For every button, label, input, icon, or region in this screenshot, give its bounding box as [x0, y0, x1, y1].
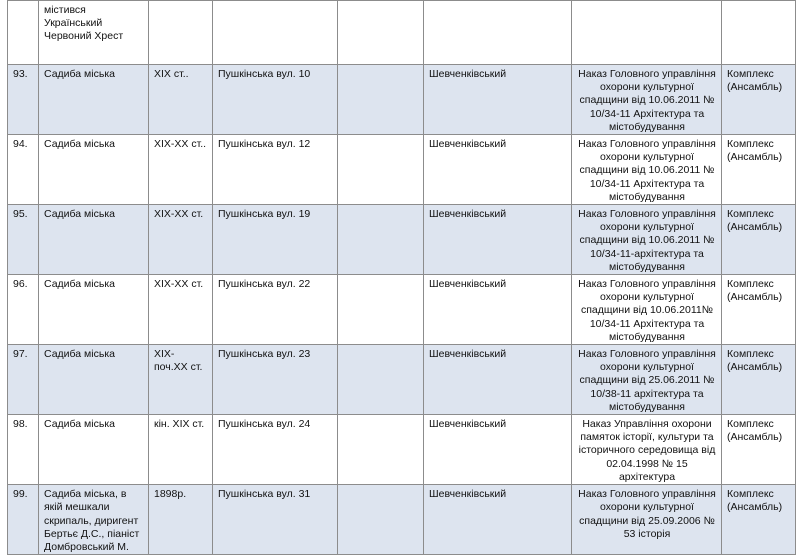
table-row [8, 65, 796, 135]
cell-number: 93. [8, 65, 39, 135]
table-row [8, 275, 796, 345]
cell-number: 95. [8, 205, 39, 275]
cell-district: Шевченківський [424, 415, 572, 485]
cell-district: Шевченківський [424, 275, 572, 345]
cell-empty [338, 65, 424, 135]
cell-date [149, 1, 213, 65]
cell-empty [338, 205, 424, 275]
cell-date: XIX-поч.XX ст. [149, 345, 213, 415]
cell-number [8, 1, 39, 65]
cell-type: Комплекс (Ансамбль) [722, 135, 796, 205]
table-row [8, 415, 796, 485]
table-row [8, 205, 796, 275]
cell-document [572, 1, 722, 65]
cell-date: XIX ст.. [149, 65, 213, 135]
cell-document: Наказ Головного управління охорони культурної спадщини від 10.06.2011 № 10/34-11 Архітектура та містобудування [572, 135, 722, 205]
cell-address: Пушкінська вул. 31 [213, 485, 338, 555]
cell-address: Пушкінська вул. 19 [213, 205, 338, 275]
cell-address: Пушкінська вул. 24 [213, 415, 338, 485]
cell-name: Садиба міська [39, 415, 149, 485]
cell-type: Комплекс (Ансамбль) [722, 415, 796, 485]
cell-name: Садиба міська [39, 275, 149, 345]
cell-address: Пушкінська вул. 22 [213, 275, 338, 345]
cell-district: Шевченківський [424, 345, 572, 415]
cell-address: Пушкінська вул. 12 [213, 135, 338, 205]
table-row [8, 345, 796, 415]
table-row [8, 135, 796, 205]
cell-date: XIX-XX ст. [149, 275, 213, 345]
cell-date: кін. XIX ст. [149, 415, 213, 485]
cell-address: Пушкінська вул. 23 [213, 345, 338, 415]
cell-number: 94. [8, 135, 39, 205]
cell-document: Наказ Головного управління охорони культурної спадщини від 25.09.2006 № 53 історія [572, 485, 722, 555]
cell-empty [338, 485, 424, 555]
cell-type: Комплекс (Ансамбль) [722, 205, 796, 275]
cell-date: XIX-XX ст. [149, 205, 213, 275]
heritage-register-table [7, 0, 796, 555]
cell-empty [338, 135, 424, 205]
cell-type: Комплекс (Ансамбль) [722, 345, 796, 415]
cell-type: Комплекс (Ансамбль) [722, 485, 796, 555]
cell-document: Наказ Головного управління охорони культурної спадщини від 10.06.2011№ 10/34-11 Архітектура та містобудування [572, 275, 722, 345]
cell-district [424, 1, 572, 65]
cell-district: Шевченківський [424, 205, 572, 275]
cell-district: Шевченківський [424, 485, 572, 555]
cell-date: 1898р. [149, 485, 213, 555]
cell-document: Наказ Головного управління охорони культурної спадщини від 10.06.2011 № 10/34-11 Архітектура та містобудування [572, 65, 722, 135]
cell-type [722, 1, 796, 65]
cell-empty [338, 275, 424, 345]
cell-name: Садиба міська [39, 135, 149, 205]
cell-empty [338, 1, 424, 65]
cell-number: 96. [8, 275, 39, 345]
cell-date: XIX-XX ст.. [149, 135, 213, 205]
cell-district: Шевченківський [424, 135, 572, 205]
cell-document: Наказ Управління охорони памяток історії, культури та історичного середовища від 02.04.1998 № 15 архітектура [572, 415, 722, 485]
cell-document: Наказ Головного управління охорони культурної спадщини від 10.06.2011 № 10/34-11-архітектура та містобудування [572, 205, 722, 275]
cell-type: Комплекс (Ансамбль) [722, 65, 796, 135]
cell-number: 99. [8, 485, 39, 555]
cell-empty [338, 415, 424, 485]
cell-name: Садиба міська, в якій мешкали скрипаль, диригент Бертьє Д.С., піаніст Домбровський М. [39, 485, 149, 555]
cell-name: Садиба міська [39, 205, 149, 275]
table-row-continuation [8, 1, 796, 65]
cell-name: Садиба міська [39, 65, 149, 135]
cell-address: Пушкінська вул. 10 [213, 65, 338, 135]
cell-number: 97. [8, 345, 39, 415]
cell-name: Садиба міська [39, 345, 149, 415]
cell-document: Наказ Головного управління охорони культурної спадщини від 25.06.2011 № 10/38-11 архітектура та містобудування [572, 345, 722, 415]
cell-empty [338, 345, 424, 415]
cell-district: Шевченківський [424, 65, 572, 135]
cell-type: Комплекс (Ансамбль) [722, 275, 796, 345]
cell-name: містився Український Червоний Хрест [39, 1, 149, 65]
cell-number: 98. [8, 415, 39, 485]
cell-address [213, 1, 338, 65]
table-row [8, 485, 796, 555]
